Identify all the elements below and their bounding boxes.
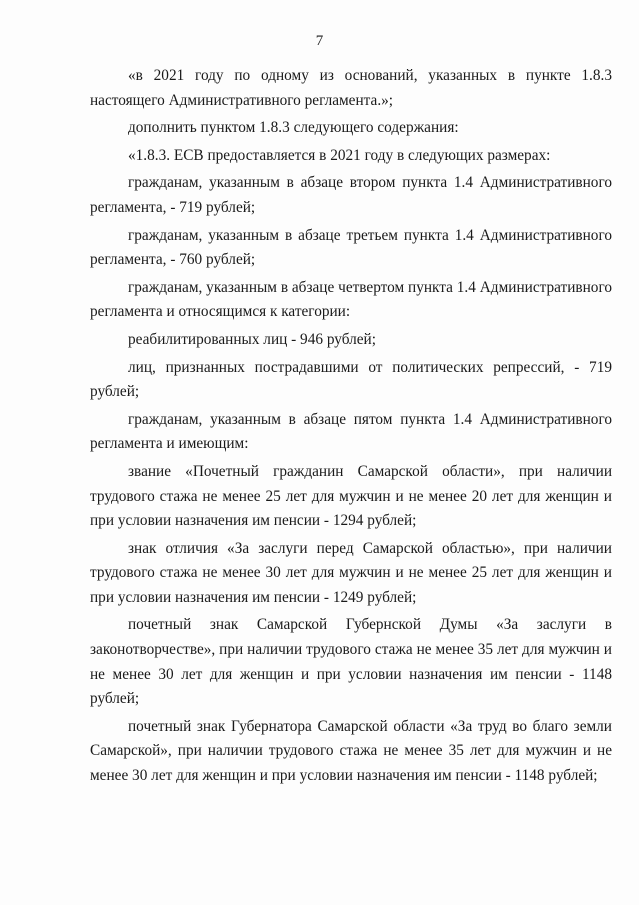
paragraph: гражданам, указанным в абзаце четвертом пункта 1.4 Административного регламента и относящимся к категории: [90, 278, 612, 321]
paragraph: «в 2021 году по одному из оснований, указанных в пункте 1.8.3 настоящего Административного регламента.»; [90, 67, 612, 109]
paragraph: знак отличия «За заслуги перед Самарской областью», при наличии трудового стажа не менее 30 лет для мужчин и не менее 25 лет для женщин и при условии назначения им пенсии - 1249 рублей; [90, 539, 612, 606]
paragraph: почетный знак Самарской Губернской Думы «За заслуги в законотворчестве», при наличии трудового стажа не менее 35 лет для мужчин и не менее 30 лет для женщин и при условии назначения им пенсии - 1148 рублей; [90, 616, 612, 708]
paragraph: «1.8.3. ЕСВ предоставляется в 2021 году в следующих размерах: [128, 146, 551, 164]
paragraph: дополнить пунктом 1.8.3 следующего содержания: [128, 119, 459, 137]
paragraph: гражданам, указанным в абзаце пятом пункта 1.4 Административного регламента и имеющим: [90, 410, 612, 453]
paragraph: гражданам, указанным в абзаце втором пункта 1.4 Административного регламента, - 719 рублей; [90, 174, 612, 216]
paragraph: гражданам, указанным в абзаце третьем пункта 1.4 Административного регламента, - 760 рублей; [90, 226, 612, 269]
paragraph: лиц, признанных пострадавшими от политических репрессий, - 719 рублей; [90, 358, 612, 401]
page-number: 7 [315, 33, 324, 49]
paragraph: почетный знак Губернатора Самарской области «За труд во благо земли Самарской», при наличии трудового стажа не менее 35 лет для мужчин и не менее 30 лет для женщин и при условии назначения им пенсии - 1148 рублей; [90, 717, 612, 785]
paragraph: звание «Почетный гражданин Самарской области», при наличии трудового стажа не менее 25 лет для мужчин и не менее 20 лет для женщин и при условии назначения им пенсии - 1294 рублей; [90, 462, 612, 530]
document-body [90, 64, 612, 791]
paragraph: реабилитированных лиц - 946 рублей; [128, 330, 376, 348]
